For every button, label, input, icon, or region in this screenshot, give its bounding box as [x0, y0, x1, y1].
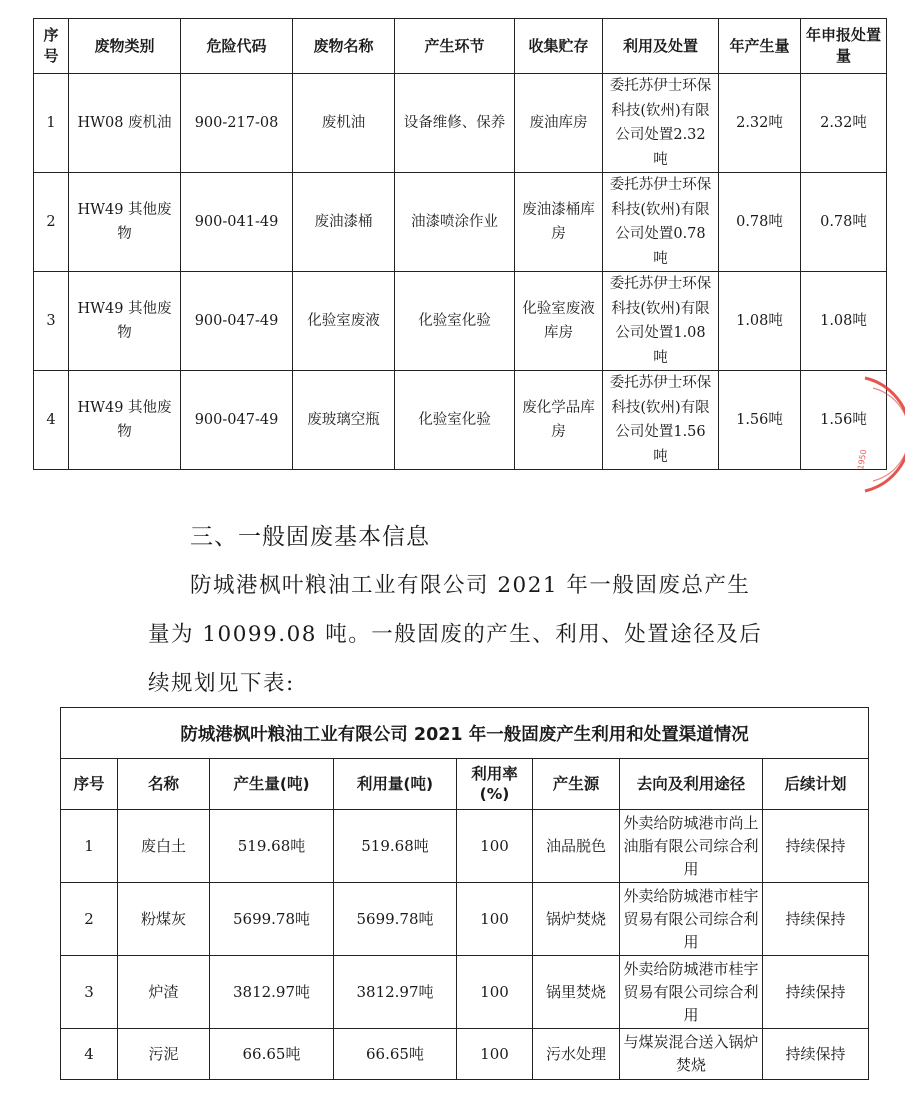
general-waste-table	[60, 707, 869, 1080]
cell-rate: 100	[457, 1029, 533, 1080]
cell-stage: 化验室化验	[395, 371, 515, 470]
cell-no: 2	[34, 173, 69, 272]
header-used: 利用量(吨)	[334, 759, 457, 810]
cell-source: 锅炉焚烧	[533, 883, 620, 956]
cell-destination: 外卖给防城港市尚上油脂有限公司综合利用	[620, 810, 763, 883]
paragraph-line: 续规划见下表:	[148, 671, 295, 696]
cell-name: 污泥	[118, 1029, 210, 1080]
table-row	[61, 1029, 869, 1080]
cell-annual: 1.56吨	[719, 371, 801, 470]
cell-rate: 100	[457, 956, 533, 1029]
table-header-row	[34, 19, 887, 74]
cell-destination: 外卖给防城港市桂宇贸易有限公司综合利用	[620, 883, 763, 956]
header-stage: 产生环节	[395, 19, 515, 74]
cell-storage: 废油库房	[515, 74, 603, 173]
cell-declared: 1.08吨	[801, 272, 887, 371]
header-storage: 收集贮存	[515, 19, 603, 74]
cell-plan: 持续保持	[763, 883, 869, 956]
cell-name: 废油漆桶	[293, 173, 395, 272]
cell-destination: 与煤炭混合送入锅炉焚烧	[620, 1029, 763, 1080]
cell-declared: 2.32吨	[801, 74, 887, 173]
cell-code: 900-047-49	[181, 272, 293, 371]
cell-rate: 100	[457, 883, 533, 956]
cell-no: 1	[61, 810, 118, 883]
cell-declared: 0.78吨	[801, 173, 887, 272]
cell-storage: 废化学品库房	[515, 371, 603, 470]
cell-declared: 1.56吨	[801, 371, 887, 470]
cell-used: 5699.78吨	[334, 883, 457, 956]
cell-name: 废白土	[118, 810, 210, 883]
table-row	[34, 272, 887, 371]
cell-storage: 化验室废液库房	[515, 272, 603, 371]
header-no: 序号	[34, 19, 69, 74]
cell-annual: 1.08吨	[719, 272, 801, 371]
cell-name: 废机油	[293, 74, 395, 173]
table-row	[34, 371, 887, 470]
cell-category: HW49 其他废物	[69, 371, 181, 470]
cell-code: 900-041-49	[181, 173, 293, 272]
header-source: 产生源	[533, 759, 620, 810]
cell-annual: 2.32吨	[719, 74, 801, 173]
cell-source: 油品脱色	[533, 810, 620, 883]
cell-produced: 519.68吨	[210, 810, 334, 883]
header-name: 名称	[118, 759, 210, 810]
table-header-row	[61, 759, 869, 810]
header-produced: 产生量(吨)	[210, 759, 334, 810]
cell-disposal: 委托苏伊士环保科技(钦州)有限公司处置2.32吨	[603, 74, 719, 173]
header-plan: 后续计划	[763, 759, 869, 810]
header-declared: 年申报处置量	[801, 19, 887, 74]
cell-no: 2	[61, 883, 118, 956]
header-destination: 去向及利用途径	[620, 759, 763, 810]
cell-code: 900-217-08	[181, 74, 293, 173]
seal-digits: 1950	[856, 448, 869, 471]
red-seal-icon	[845, 372, 905, 497]
cell-rate: 100	[457, 810, 533, 883]
cell-produced: 3812.97吨	[210, 956, 334, 1029]
cell-no: 1	[34, 74, 69, 173]
cell-destination: 外卖给防城港市桂宇贸易有限公司综合利用	[620, 956, 763, 1029]
paragraph-line: 量为 10099.08 吨。一般固废的产生、利用、处置途径及后	[148, 622, 763, 647]
cell-source: 锅里焚烧	[533, 956, 620, 1029]
cell-plan: 持续保持	[763, 956, 869, 1029]
cell-no: 3	[34, 272, 69, 371]
section-title: 三、一般固废基本信息	[190, 524, 430, 550]
cell-stage: 设备维修、保养	[395, 74, 515, 173]
cell-no: 4	[34, 371, 69, 470]
table-row	[61, 883, 869, 956]
cell-used: 519.68吨	[334, 810, 457, 883]
table-row	[61, 956, 869, 1029]
cell-stage: 化验室化验	[395, 272, 515, 371]
header-annual: 年产生量	[719, 19, 801, 74]
cell-name: 炉渣	[118, 956, 210, 1029]
cell-plan: 持续保持	[763, 810, 869, 883]
cell-stage: 油漆喷涂作业	[395, 173, 515, 272]
cell-name: 粉煤灰	[118, 883, 210, 956]
cell-used: 66.65吨	[334, 1029, 457, 1080]
table-title: 防城港枫叶粮油工业有限公司 2021 年一般固废产生利用和处置渠道情况	[61, 708, 869, 759]
cell-disposal: 委托苏伊士环保科技(钦州)有限公司处置0.78吨	[603, 173, 719, 272]
cell-source: 污水处理	[533, 1029, 620, 1080]
cell-name: 化验室废液	[293, 272, 395, 371]
header-name: 废物名称	[293, 19, 395, 74]
cell-name: 废玻璃空瓶	[293, 371, 395, 470]
cell-category: HW08 废机油	[69, 74, 181, 173]
cell-plan: 持续保持	[763, 1029, 869, 1080]
header-code: 危险代码	[181, 19, 293, 74]
cell-used: 3812.97吨	[334, 956, 457, 1029]
cell-annual: 0.78吨	[719, 173, 801, 272]
cell-category: HW49 其他废物	[69, 173, 181, 272]
cell-disposal: 委托苏伊士环保科技(钦州)有限公司处置1.08吨	[603, 272, 719, 371]
table-row	[61, 810, 869, 883]
cell-no: 3	[61, 956, 118, 1029]
cell-no: 4	[61, 1029, 118, 1080]
table-title-row	[61, 708, 869, 759]
cell-code: 900-047-49	[181, 371, 293, 470]
cell-disposal: 委托苏伊士环保科技(钦州)有限公司处置1.56吨	[603, 371, 719, 470]
table-row	[34, 74, 887, 173]
header-rate: 利用率(%)	[457, 759, 533, 810]
hazardous-waste-table	[33, 18, 887, 470]
paragraph-line: 防城港枫叶粮油工业有限公司 2021 年一般固废总产生	[190, 573, 751, 598]
header-category: 废物类别	[69, 19, 181, 74]
header-no: 序号	[61, 759, 118, 810]
cell-produced: 66.65吨	[210, 1029, 334, 1080]
table-row	[34, 173, 887, 272]
cell-storage: 废油漆桶库房	[515, 173, 603, 272]
cell-produced: 5699.78吨	[210, 883, 334, 956]
header-disposal: 利用及处置	[603, 19, 719, 74]
cell-category: HW49 其他废物	[69, 272, 181, 371]
